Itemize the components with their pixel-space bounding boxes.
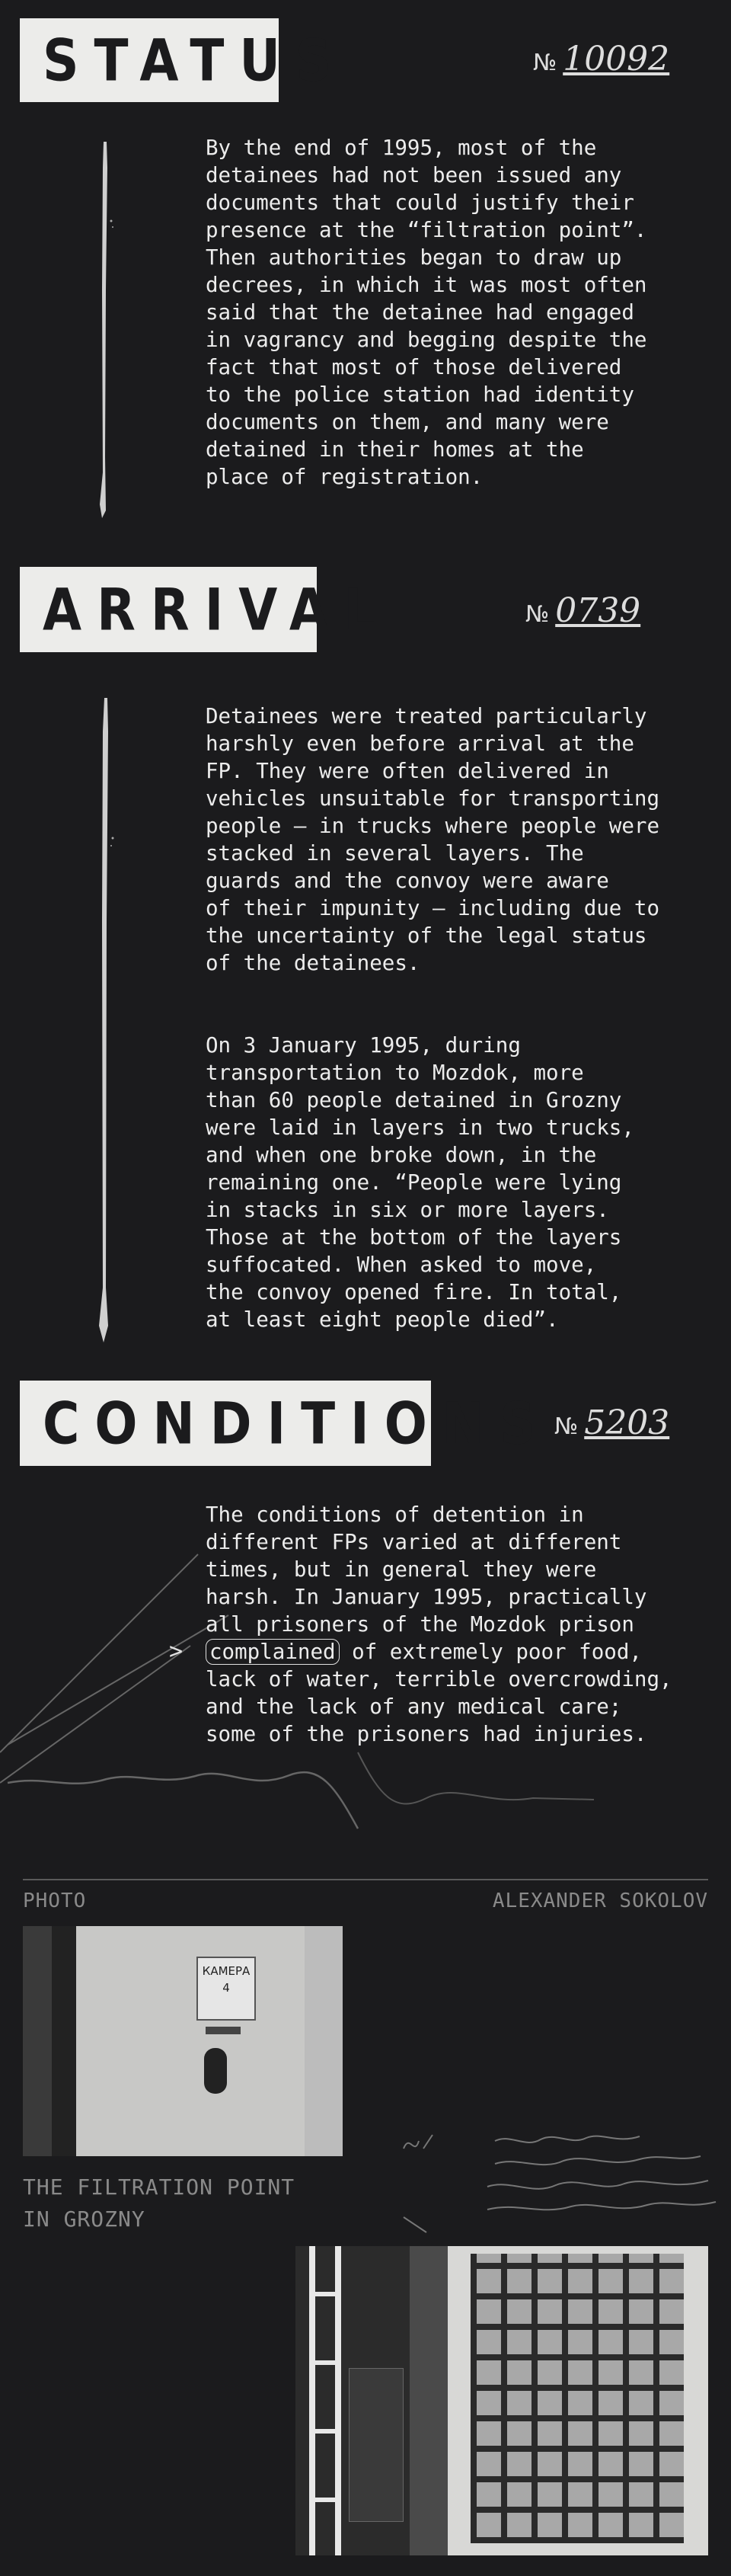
number-value: 5203 <box>584 1403 670 1442</box>
number-value: 10092 <box>563 40 670 78</box>
paragraph-conditions <box>206 1501 716 1748</box>
record-number-status <box>533 40 669 78</box>
paragraph-status: By the end of 1995, most of the detainees had not been issued any documents that could justify their presence at the “filtration point”. Then authorities began to draw up decrees, in which it was most often said that the detainee had engaged in vagrancy and begging despite the fact that most of those delivered to the police station had identity documents on them, and many were detained in their homes at the place of registration. <box>206 136 647 489</box>
paragraph-arrival-2: On 3 January 1995, during transportation to Mozdok, more than 60 people detained in Grozny were laid in layers in two trucks, and when one broke down, in the remaining one. “People were lying in stacks in six or more layers. Those at the bottom of the layers suffocated. When asked to move, the convoy opened fire. In total, at least eight people died”. <box>206 1033 634 1332</box>
section-title-arrival: ARRIVAL <box>43 575 391 644</box>
number-prefix: № <box>554 1413 579 1440</box>
number-prefix: № <box>525 601 550 628</box>
complained-link[interactable]: complained <box>206 1639 340 1665</box>
section-label-status <box>20 18 347 102</box>
record-number-arrival <box>525 591 640 630</box>
section-label-arrival <box>20 567 391 652</box>
section-title-conditions: CONDITIONS <box>43 1389 551 1458</box>
stick-illustration <box>90 137 120 526</box>
photographer-name: ALEXANDER SOKOLOV <box>492 1890 708 1912</box>
photo-cell-door <box>23 1926 343 2156</box>
record-number-conditions <box>554 1403 669 1442</box>
handwritten-note <box>396 2126 723 2255</box>
link-arrow-icon: > <box>169 1638 184 1665</box>
section-label-conditions <box>20 1381 551 1466</box>
photo-window-grate <box>295 2246 708 2555</box>
photo-label: PHOTO <box>23 1890 87 1912</box>
conditions-text-after: of extremely poor food, lack of water, terrible overcrowding, and the lack of any medical care; some of the prisoners had injuries. <box>206 1640 672 1746</box>
photo-sign-text: КАМЕРА 4 <box>202 1964 251 1995</box>
paragraph-arrival-1: Detainees were treated particularly harshly even before arrival at the FP. They were often delivered in vehicles unsuitable for transporting people – in trucks where people were stacked in several layers. The guards and the convoy were aware of their impunity – including due to the uncertainty of the legal status of the detainees. <box>206 704 660 975</box>
number-value: 0739 <box>555 591 641 630</box>
conditions-text-before: The conditions of detention in different FPs varied at different times, but in general they were harsh. In January 1995, practically all prisoners of the Mozdok prison <box>206 1502 647 1637</box>
number-prefix: № <box>533 50 557 76</box>
stick-illustration <box>90 693 120 1349</box>
section-title-status: STATUS <box>43 26 347 94</box>
photo-caption: THE FILTRATION POINT IN GROZNY <box>23 2174 295 2232</box>
divider <box>23 1879 708 1880</box>
